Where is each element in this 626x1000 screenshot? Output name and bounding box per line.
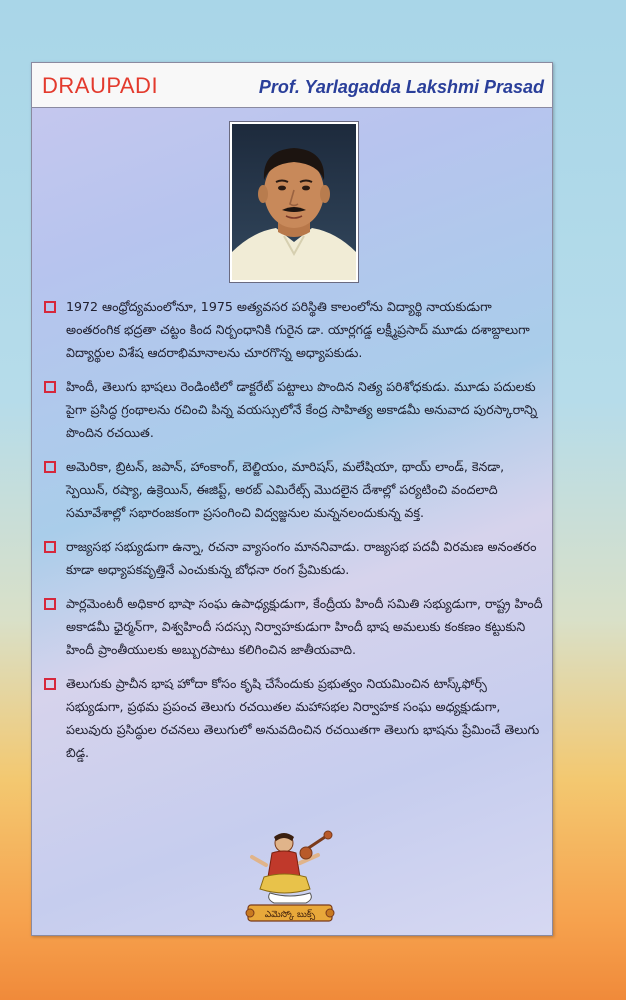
header-bar	[32, 63, 552, 108]
publisher-logo	[244, 827, 336, 925]
bullet-square-icon	[44, 678, 56, 690]
bio-bullet-6	[40, 672, 546, 764]
bullet-square-icon	[44, 598, 56, 610]
bio-bullet-1	[40, 295, 546, 364]
bio-bullet-2	[40, 375, 546, 444]
bio-text-5: పార్లమెంటరీ అధికార భాషా సంఘ ఉపాధ్యక్షుడుగా, కేంద్రీయ హిందీ సమితి సభ్యుడుగా, రాష్ట్ర హిందీ అకాడమీ ఛైర్మన్‌గా, విశ్వహిందీ సదస్సు నిర్వాహకుడుగా హిందీ భాష అమలుకు కంకణం కట్టుకుని హిందీ ప్రాంతీయులకు అబ్బురపాటు కలిగించిన జాతీయవాది.	[66, 596, 543, 657]
bio-text-6: తెలుగుకు ప్రాచీన భాష హోదా కోసం కృషి చేసేందుకు ప్రభుత్వం నియమించిన టాస్క్‌ఫోర్స్ సభ్యుడుగా, ప్రథమ ప్రపంచ తెలుగు రచయితల మహాసభల నిర్వాహక సంఘ అధ్యక్షుడుగా, పలువురు ప్రసిద్ధుల రచనలు తెలుగులో అనువదించిన రచయితగా తెలుగు భాషను ప్రేమించే తెలుగు బిడ్డ.	[66, 676, 540, 760]
author-photo	[230, 122, 358, 282]
book-title: DRAUPADI	[42, 73, 159, 98]
author-name: Prof. Yarlagadda Lakshmi Prasad	[258, 77, 544, 97]
bio-text-2: హిందీ, తెలుగు భాషలు రెండింటిలో డాక్టరేట్ పట్టాలు పొందిన నిత్య పరిశోధకుడు. మూడు పదులకు పైగా ప్రసిద్ధ గ్రంథాలను రచించి పిన్న వయస్సులోనే కేంద్ర సాహిత్య అకాడమీ అనువాద పురస్కారాన్ని పొందిన రచయిత.	[66, 379, 538, 440]
back-cover-panel	[31, 62, 553, 936]
bio-text-3: అమెరికా, బ్రిటన్, జపాన్, హాంకాంగ్, బెల్జియం, మారిషస్, మలేషియా, థాయ్ లాండ్, కెనడా, స్పెయిన్, రష్యా, ఉక్రెయిన్, ఈజిప్ట్, అరబ్ ఎమిరేట్స్ మొదలైన దేశాల్లో పర్యటించి వందలాది సమావేశాల్లో సభారంజకంగా ప్రసంగించి విద్వజ్జనుల మన్ననలందుకున్న వక్త.	[66, 459, 505, 520]
publisher-logo-text: ఎమెస్కో బుక్స్	[264, 910, 316, 920]
bio-bullet-4	[40, 535, 546, 581]
bullet-square-icon	[44, 381, 56, 393]
bio-bullet-3	[40, 455, 546, 524]
bullet-square-icon	[44, 541, 56, 553]
bullet-square-icon	[44, 461, 56, 473]
bullet-square-icon	[44, 301, 56, 313]
bio-bullet-5	[40, 592, 546, 661]
bio-text-4: రాజ్యసభ సభ్యుడుగా ఉన్నా, రచనా వ్యాసంగం మాననివాడు. రాజ్యసభ పదవీ విరమణ అనంతరం కూడా అధ్యాపకవృత్తినే ఎంచుకున్న బోధనా రంగ ప్రేమికుడు.	[66, 539, 537, 577]
bio-bullet-list	[40, 295, 546, 775]
bio-text-1: 1972 ఆంధ్రోద్యమంలోనూ, 1975 అత్యవసర పరిస్థితి కాలంలోను విద్యార్థి నాయకుడుగా అంతరంగిక భద్రతా చట్టం కింద నిర్బంధానికి గురైన డా. యార్లగడ్డ లక్ష్మీప్రసాద్ మూడు దశాబ్దాలుగా విద్యార్థుల విశేష ఆదరాభిమానాలను చూరగొన్న అధ్యాపకుడు.	[66, 299, 530, 360]
